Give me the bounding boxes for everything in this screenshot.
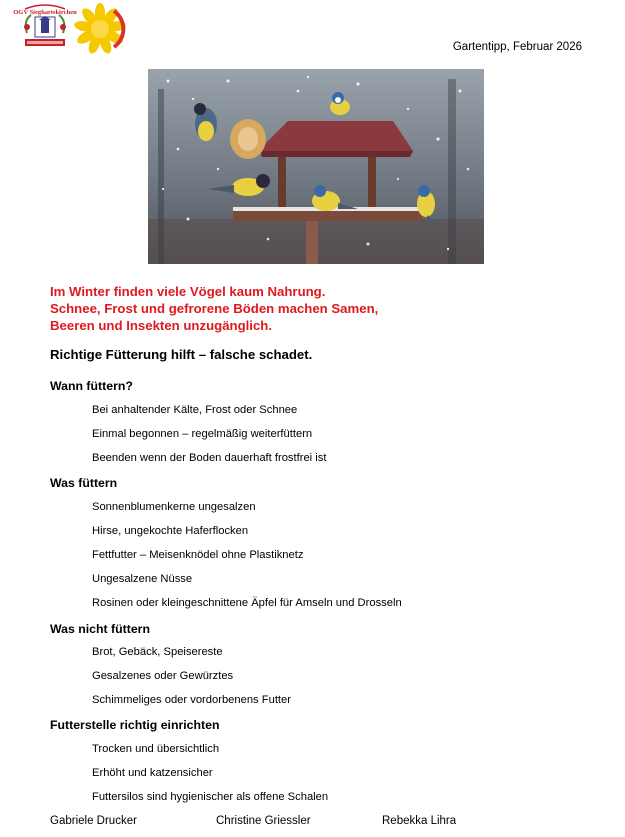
club-logo: [13, 3, 77, 51]
list-item: Rosinen oder kleingeschnittene Äpfel für Amseln und Drosseln: [92, 597, 402, 609]
intro-line-2: Schnee, Frost und gefrorene Böden machen Samen,: [50, 301, 379, 316]
section-heading-what-not: Was nicht füttern: [50, 622, 150, 636]
list-item: Hirse, ungekochte Haferflocken: [92, 525, 249, 537]
list-item: Erhöht und katzensicher: [92, 767, 213, 779]
list-item: Einmal begonnen – regelmäßig weiterfüttern: [92, 428, 313, 440]
list-item: Beenden wenn der Boden dauerhaft frostfrei ist: [92, 452, 327, 464]
signature-2: Christine Griessler: [216, 815, 311, 827]
intro-line-3: Beeren und Insekten unzugänglich.: [50, 318, 273, 333]
intro-text: [50, 283, 378, 334]
section-heading-what: Was füttern: [50, 476, 118, 490]
section-heading-when: Wann füttern?: [50, 379, 133, 393]
signature-3: Rebekka Lihra: [382, 815, 457, 827]
list-item: Schimmeliges oder vordorbenens Futter: [92, 694, 291, 706]
date-line: Gartentipp, Februar 2026: [452, 41, 582, 53]
list-item: Bei anhaltender Kälte, Frost oder Schnee: [92, 404, 298, 416]
list-item: Fettfutter – Meisenknödel ohne Plastiknetz: [92, 549, 304, 561]
section-heading-setup: Futterstelle richtig einrichten: [50, 718, 220, 732]
list-item: Trocken und übersichtlich: [92, 743, 220, 755]
sun-logo: [76, 2, 126, 56]
list-item: Brot, Gebäck, Speisereste: [92, 646, 223, 658]
list-item: Sonnenblumenkerne ungesalzen: [92, 501, 256, 513]
club-logo-text: OGV Sieghartskirchen: [13, 9, 77, 16]
motto: Richtige Fütterung hilft – falsche schadet.: [50, 347, 313, 362]
bird-feeder-photo: [148, 69, 484, 264]
list-item: Ungesalzene Nüsse: [92, 573, 193, 585]
intro-line-1: Im Winter finden viele Vögel kaum Nahrung.: [50, 284, 326, 299]
list-item: Futtersilos sind hygienischer als offene Schalen: [92, 791, 329, 803]
signature-1: Gabriele Drucker: [50, 815, 137, 827]
list-item: Gesalzenes oder Gewürztes: [92, 670, 234, 682]
